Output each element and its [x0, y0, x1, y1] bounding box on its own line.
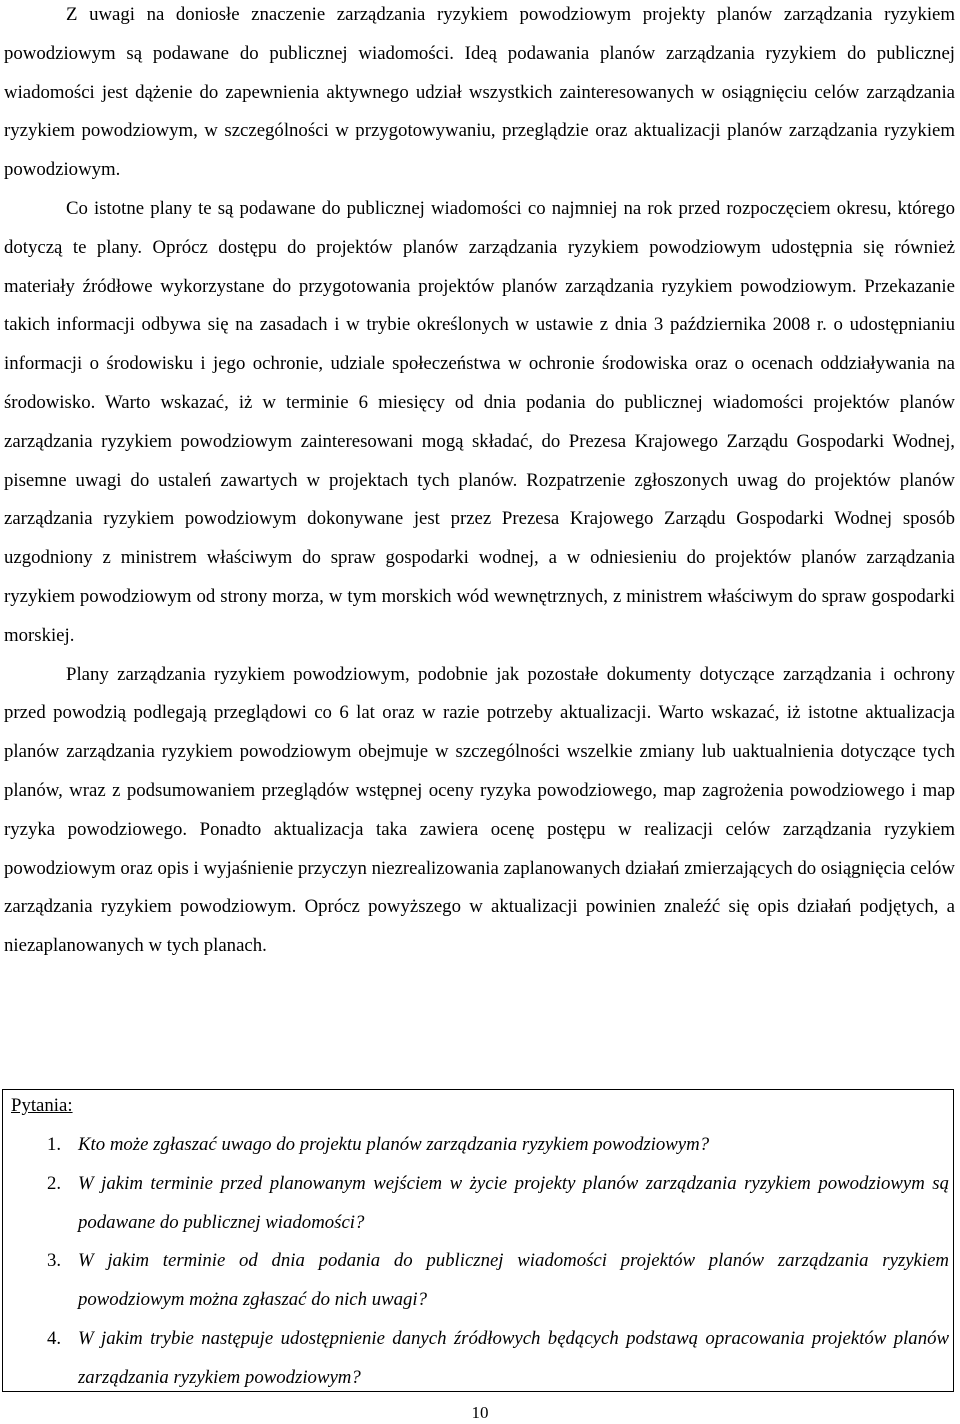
question-item-4 — [3, 1320, 953, 1398]
question-item-3 — [3, 1242, 953, 1320]
question-item-2 — [3, 1165, 953, 1243]
question-number: 4. — [47, 1327, 62, 1349]
paragraph-3: Plany zarządzania ryzykiem powodziowym, podobnie jak pozostałe dokumenty dotyczące zarządzania i ochrony przed powodzią podlegają przeglądowi co 6 lat oraz w razie potrzeby aktualizacji. Warto wskazać, iż istotne aktualizacja planów zarządzania ryzykiem powodziowym obejmuje w szczególności wszelkie zmiany lub uaktualnienia dotyczące tych planów, wraz z podsumowaniem przeglądów wstępnej oceny ryzyka powodziowego, map zagrożenia powodziowego i map ryzyka powodziowego. Ponadto aktualizacja taka zawiera ocenę postępu w realizacji celów zarządzania ryzykiem powodziowym oraz opis i wyjaśnienie przyczyn niezrealizowania zaplanowanych działań zmierzających do osiągnięcia celów zarządzania ryzykiem powodziowym. Oprócz powyższego w aktualizacji powinien znaleźć się opis działań podjętych, a niezaplanowanych w tych planach. — [4, 663, 955, 957]
question-number: 3. — [47, 1250, 62, 1272]
questions-list — [3, 1126, 953, 1398]
questions-box — [2, 1089, 954, 1392]
paragraph-2: Co istotne plany te są podawane do publicznej wiadomości co najmniej na rok przed rozpoczęciem okresu, którego dotyczą te plany. Oprócz dostępu do projektów planów zarządzania ryzykiem powodziowym udostępnia się również materiały źródłowe wykorzystane do przygotowania projektów planów zarządzania ryzykiem powodziowym. Przekazanie takich informacji odbywa się na zasadach i w trybie określonych w ustawie z dnia 3 października 2008 r. o udostępnianiu informacji o środowisku i jego ochronie, udziale społeczeństwa w ochronie środowiska oraz o ocenach oddziaływania na środowisko. Warto wskazać, iż w terminie 6 miesięcy od dnia podania do publicznej wiadomości projektów planów zarządzania ryzykiem powodziowym zainteresowani mogą składać, do Prezesa Krajowego Zarządu Gospodarki Wodnej, pisemne uwagi do ustaleń zawartych w projektach tych planów. Rozpatrzenie zgłoszonych uwag do projektów planów zarządzania ryzykiem powodziowym dokonywane jest przez Prezesa Krajowego Zarządu Gospodarki Wodnej sposób uzgodniony z ministrem właściwym do spraw gospodarki wodnej, a w odniesieniu do projektów planów zarządzania ryzykiem powodziowym od strony morza, w tym morskich wód wewnętrznych, z ministrem właściwym do spraw gospodarki morskiej. — [4, 197, 955, 646]
question-text: W jakim trybie następuje udostępnienie danych źródłowych będących podstawą opracowania projektów planów zarządzania ryzykiem powodziowym? — [78, 1327, 949, 1388]
paragraph-1: Z uwagi na doniosłe znaczenie zarządzania ryzykiem powodziowym projekty planów zarządzania ryzykiem powodziowym są podawane do publicznej wiadomości. Ideą podawania planów zarządzania ryzykiem do publicznej wiadomości jest dążenie do zapewnienia aktywnego udział wszystkich zainteresowanych w osiągnięciu celów zarządzania ryzykiem powodziowym, w szczególności w przygotowywaniu, przeglądzie oraz aktualizacji planów zarządzania ryzykiem powodziowym. — [4, 4, 955, 181]
question-item-1 — [3, 1126, 953, 1165]
question-text: Kto może zgłaszać uwago do projektu planów zarządzania ryzykiem powodziowym? — [78, 1134, 710, 1155]
question-text: W jakim terminie przed planowanym wejściem w życie projekty planów zarządzania ryzykiem powodziowym są podawane do publicznej wiadomości? — [78, 1172, 949, 1233]
question-text: W jakim terminie od dnia podania do publicznej wiadomości projektów planów zarządzania ryzykiem powodziowym można zgłaszać do nich uwagi? — [78, 1250, 949, 1311]
questions-title: Pytania: — [11, 1095, 73, 1116]
question-number: 1. — [47, 1134, 62, 1155]
body-text — [4, 0, 955, 966]
question-number: 2. — [47, 1172, 62, 1194]
page-number: 10 — [471, 1403, 489, 1422]
